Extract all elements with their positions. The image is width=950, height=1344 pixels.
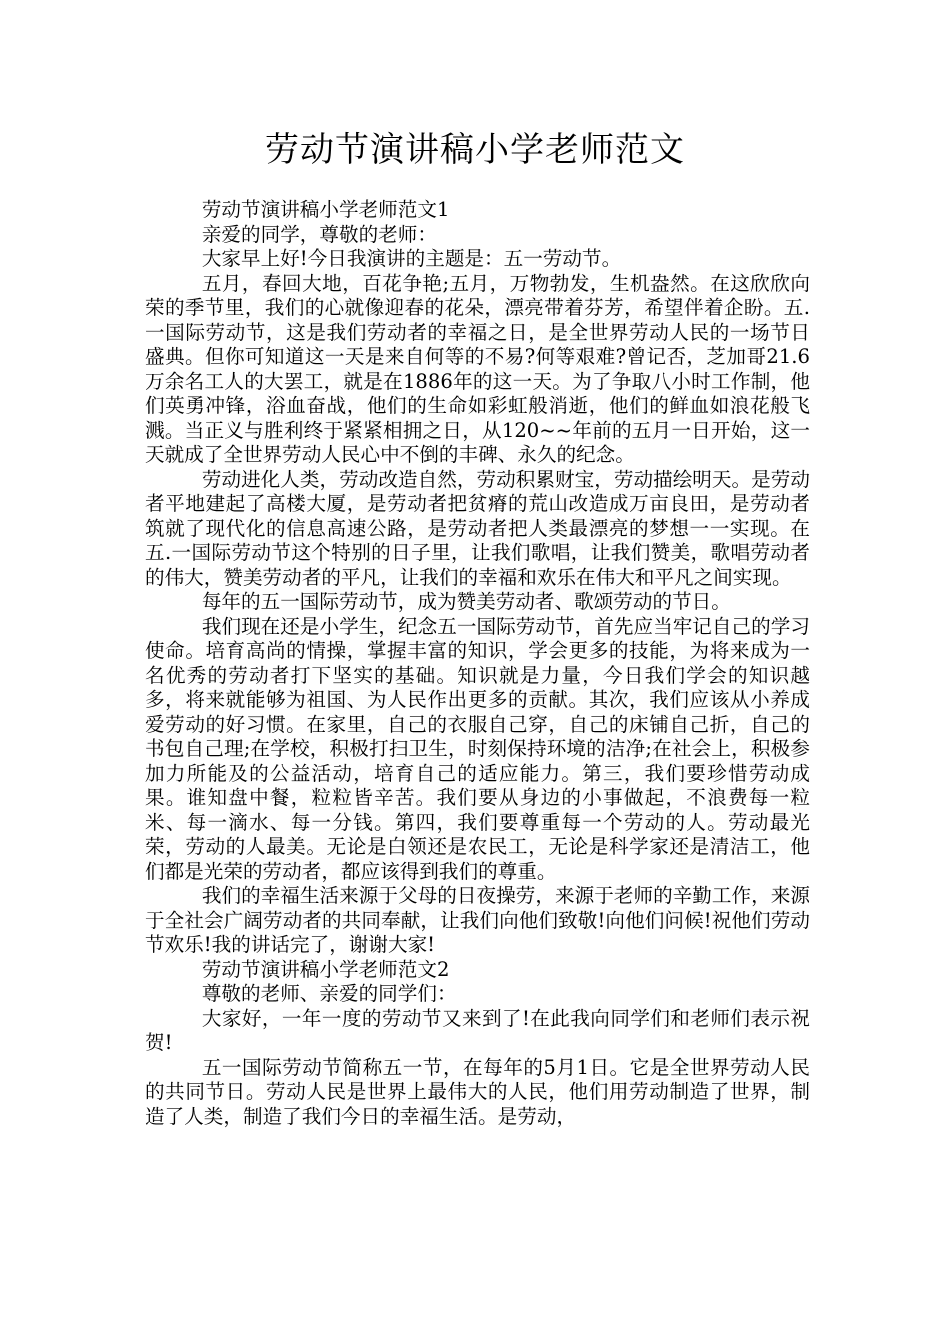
body-paragraph: 我们现在还是小学生，纪念五一国际劳动节，首先应当牢记自己的学习使命。培育高尚的情操，掌握丰富的知识，学会更多的技能，为将来成为一名优秀的劳动者打下坚实的基础。知识就是力量，今日我们学会的知识越多，将来就能够为祖国、为人民作出更多的贡献。其次，我们应该从小养成爱劳动的好习惯。在家里，自己的衣服自己穿，自己的床铺自己折，自己的书包自己理;在学校，积极打扫卫生，时刻保持环境的洁净;在社会上，积极参加力所能及的公益活动，培育自己的适应能力。第三，我们要珍惜劳动成果。谁知盘中餐，粒粒皆辛苦。我们要从身边的小事做起，不浪费每一粒米、每一滴水、每一分钱。第四，我们要尊重每一个劳动的人。劳动最光荣，劳动的人最美。无论是白领还是农民工，无论是科学家还是清洁工，他们都是光荣的劳动者，都应该得到我们的尊重。 [145,614,810,883]
salutation-1: 亲爱的同学，尊敬的老师： [201,222,437,246]
subheading-1: 劳动节演讲稿小学老师范文1 [201,198,450,221]
body-paragraph: 五月，春回大地，百花争艳;五月，万物勃发，生机盎然。在这欣欣向荣的季节里，我们的心就像迎春的花朵，漂亮带着芬芳，希望伴着企盼。五.一国际劳动节，这是我们劳动者的幸福之日，是全世界劳动人民的一场节日盛典。但你可知道这一天是来自何等的不易?何等艰难?曾记否，芝加哥21.6万余名工人的大罢工，就是在1886年的这一天。为了争取八小时工作制，他们英勇冲锋，浴血奋战，他们的生命如彩虹般消逝，他们的鲜血如浪花般飞溅。当正义与胜利终于紧紧相拥之日，从120~~年前的五月一日开始，这一天就成了全世界劳动人民心中不倒的丰碑、永久的纪念。 [145,271,810,466]
body-paragraph: 大家好，一年一度的劳动节又来到了!在此我向同学们和老师们表示祝贺! [145,1006,810,1054]
salutation-2: 尊敬的老师、亲爱的同学们： [201,982,457,1005]
body-paragraph: 五一国际劳动节简称五一节，在每年的5月1日。它是全世界劳动人民的共同节日。劳动人民是世界上最伟大的人民，他们用劳动制造了世界，制造了人类，制造了我们今日的幸福生活。是劳动， [145,1055,810,1128]
document-title: 劳动节演讲稿小学老师范文 [265,130,685,170]
document-body [145,198,810,1129]
body-paragraph: 劳动进化人类，劳动改造自然，劳动积累财宝，劳动描绘明天。是劳动者平地建起了高楼大厦，是劳动者把贫瘠的荒山改造成万亩良田，是劳动者筑就了现代化的信息高速公路，是劳动者把人类最漂亮的梦想一一实现。在五.一国际劳动节这个特别的日子里，让我们歌唱，让我们赞美，歌唱劳动者的伟大，赞美劳动者的平凡，让我们的幸福和欢乐在伟大和平凡之间实现。 [145,467,810,589]
body-paragraph: 每年的五一国际劳动节，成为赞美劳动者、歌颂劳动的节日。 [201,590,731,613]
opening-line: 大家早上好!今日我演讲的主题是：五一劳动节。 [201,247,622,270]
subheading-2: 劳动节演讲稿小学老师范文2 [201,957,450,981]
body-paragraph: 我们的幸福生活来源于父母的日夜操劳，来源于老师的辛勤工作，来源于全社会广阔劳动者的共同奉献，让我们向他们致敬!向他们问候!祝他们劳动节欢乐!我的讲话完了，谢谢大家! [145,884,810,956]
